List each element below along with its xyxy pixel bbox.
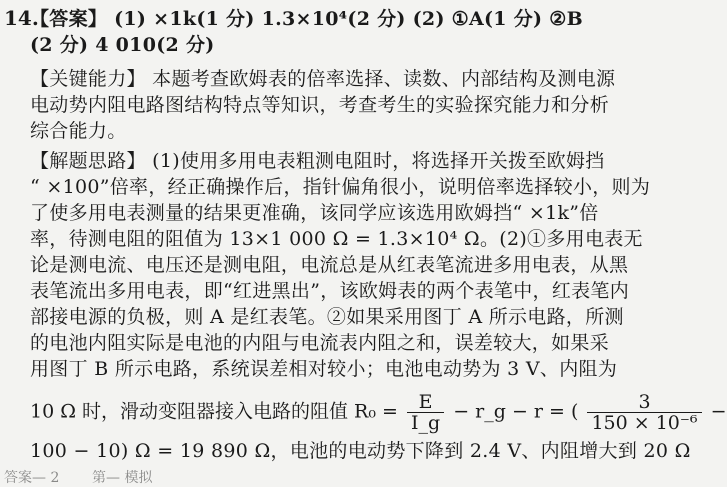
key-ability-line-2: 电动势内阻电路图结构特点等知识，考查考生的实验探究能力和分析 — [30, 94, 610, 116]
question-number: 14. — [4, 6, 39, 30]
answer-line-2: (2 分) 4 010(2 分) — [30, 34, 215, 56]
fraction-numerator: 3 — [587, 392, 701, 413]
solution-line: 表笔流出多用电表，即“红进黑出”，该欧姆表的两个表笔中，红表笔内 — [30, 280, 630, 302]
solution-line: “ ×100”倍率，经正确操作后，指针偏角很小，说明倍率选择较小，则为 — [30, 176, 651, 198]
formula-line — [30, 392, 727, 433]
solution-line: 了使多用电表测量的结果更准确，该同学应该选用欧姆挡“ ×1k”倍 — [30, 202, 599, 224]
fraction-numerator: E — [407, 392, 444, 413]
last-line: 100 − 10) Ω = 19 890 Ω，电池的电动势下降到 2.4 V、内阻增大到 20 Ω — [30, 440, 691, 462]
solution-line: 【解题思路】 (1)使用多用电表粗测电阻时，将选择开关拨至欧姆挡 — [30, 150, 605, 172]
solution-line: 率，待测电阻的阻值为 13×1 000 Ω = 1.3×10⁴ Ω。(2)①多用电表无 — [30, 228, 643, 250]
page-footer — [0, 466, 660, 485]
formula-prefix: 10 Ω 时，滑动变阻器接入电路的阻值 R₀ = — [30, 400, 398, 423]
solution-line: 用图丁 B 所示电路，系统误差相对较小；电池电动势为 3 V、内阻为 — [30, 358, 618, 380]
answer-line-1: 【答案】 (1) ×1k(1 分) 1.3×10⁴(2 分) (2) ①A(1 分) ②B — [30, 8, 583, 30]
footer-left: 答案— 2 — [4, 470, 60, 486]
formula-middle: − r_g − r = ( — [453, 400, 579, 423]
solution-line: 部接电源的负极，则 A 是红表笔。②如果采用图丁 A 所示电路，所测 — [30, 306, 624, 328]
key-ability-line-1: 【关键能力】 本题考查欧姆表的倍率选择、读数、内部结构及测电源 — [30, 68, 616, 90]
footer-right: 第— 模拟 — [92, 470, 153, 486]
fraction-denominator: I_g — [410, 412, 441, 434]
solution-line: 的电池内阻实际是电池的内阻与电流表内阻之和，误差较大，如果采 — [30, 332, 610, 354]
formula-suffix: − — [710, 400, 727, 423]
fraction-denominator: 150 × 10⁻⁶ — [591, 412, 698, 434]
solution-line: 论是测电流、电压还是测电阻，电流总是从红表笔流进多用电表，从黑 — [30, 254, 629, 276]
fraction-3-over-current — [587, 392, 701, 433]
fraction-e-over-ig — [407, 392, 444, 433]
key-ability-line-3: 综合能力。 — [30, 120, 127, 142]
